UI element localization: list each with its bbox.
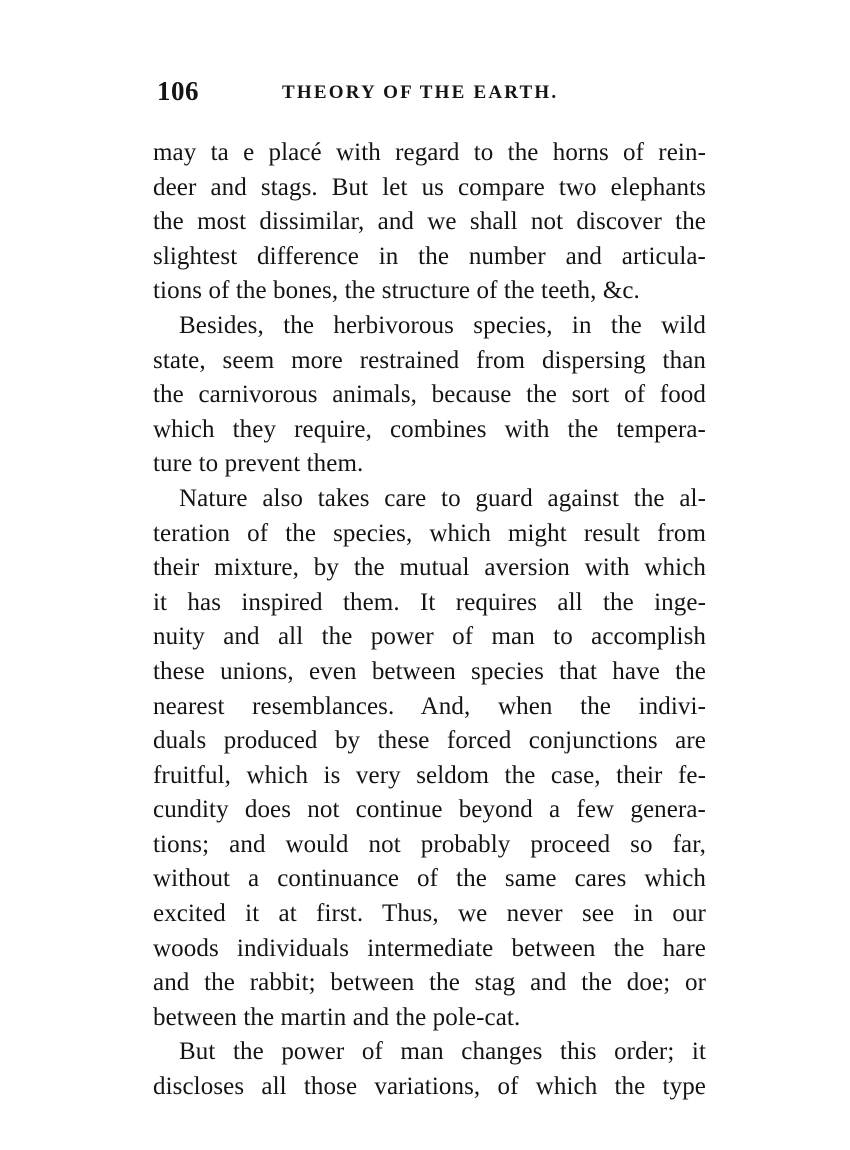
- text-line: without a continuance of the same cares which: [153, 865, 706, 893]
- text-line: But the power of man changes this order; it: [179, 1038, 706, 1066]
- text-line: ture to prevent them.: [153, 450, 364, 478]
- text-line: between the martin and the pole-cat.: [153, 1003, 521, 1031]
- text-line: nearest resemblances. And, when the indivi-: [153, 692, 706, 720]
- text-line: nuity and all the power of man to accomplish: [153, 623, 706, 651]
- page-number: 106: [157, 76, 199, 106]
- text-line: may ta e placé with regard to the horns of rein-: [153, 139, 706, 166]
- text-line: cundity does not continue beyond a few genera-: [153, 796, 706, 824]
- running-title: THEORY OF THE EARTH.: [282, 82, 559, 103]
- text-line: deer and stags. But let us compare two elephants: [153, 173, 706, 201]
- text-line: Besides, the herbivorous species, in the wild: [179, 311, 706, 339]
- text-line: tions; and would not probably proceed so far,: [153, 830, 706, 858]
- text-line: teration of the species, which might result from: [153, 519, 706, 547]
- text-line: slightest difference in the number and articula-: [153, 242, 706, 270]
- text-line: their mixture, by the mutual aversion with which: [153, 554, 706, 582]
- running-head: [157, 76, 705, 112]
- text-line: and the rabbit; between the stag and the doe; or: [153, 969, 706, 997]
- text-line: excited it at first. Thus, we never see in our: [153, 900, 706, 928]
- text-line: woods individuals intermediate between the hare: [153, 934, 706, 962]
- text-line: it has inspired them. It requires all the inge-: [153, 588, 706, 616]
- text-line: duals produced by these forced conjunctions are: [153, 727, 706, 755]
- text-line: the carnivorous animals, because the sort of food: [153, 381, 706, 409]
- text-line: discloses all those variations, of which the type: [153, 1073, 706, 1101]
- text-line: these unions, even between species that have the: [153, 657, 706, 685]
- text-line: state, seem more restrained from dispersing than: [153, 346, 706, 374]
- text-line: Nature also takes care to guard against the al-: [179, 484, 706, 512]
- text-line: which they require, combines with the tempera-: [153, 415, 706, 443]
- text-line: fruitful, which is very seldom the case, their fe-: [153, 761, 706, 789]
- body-text: [153, 136, 706, 1105]
- text-line: tions of the bones, the structure of the teeth, &c.: [153, 277, 640, 305]
- text-line: the most dissimilar, and we shall not discover the: [153, 208, 706, 236]
